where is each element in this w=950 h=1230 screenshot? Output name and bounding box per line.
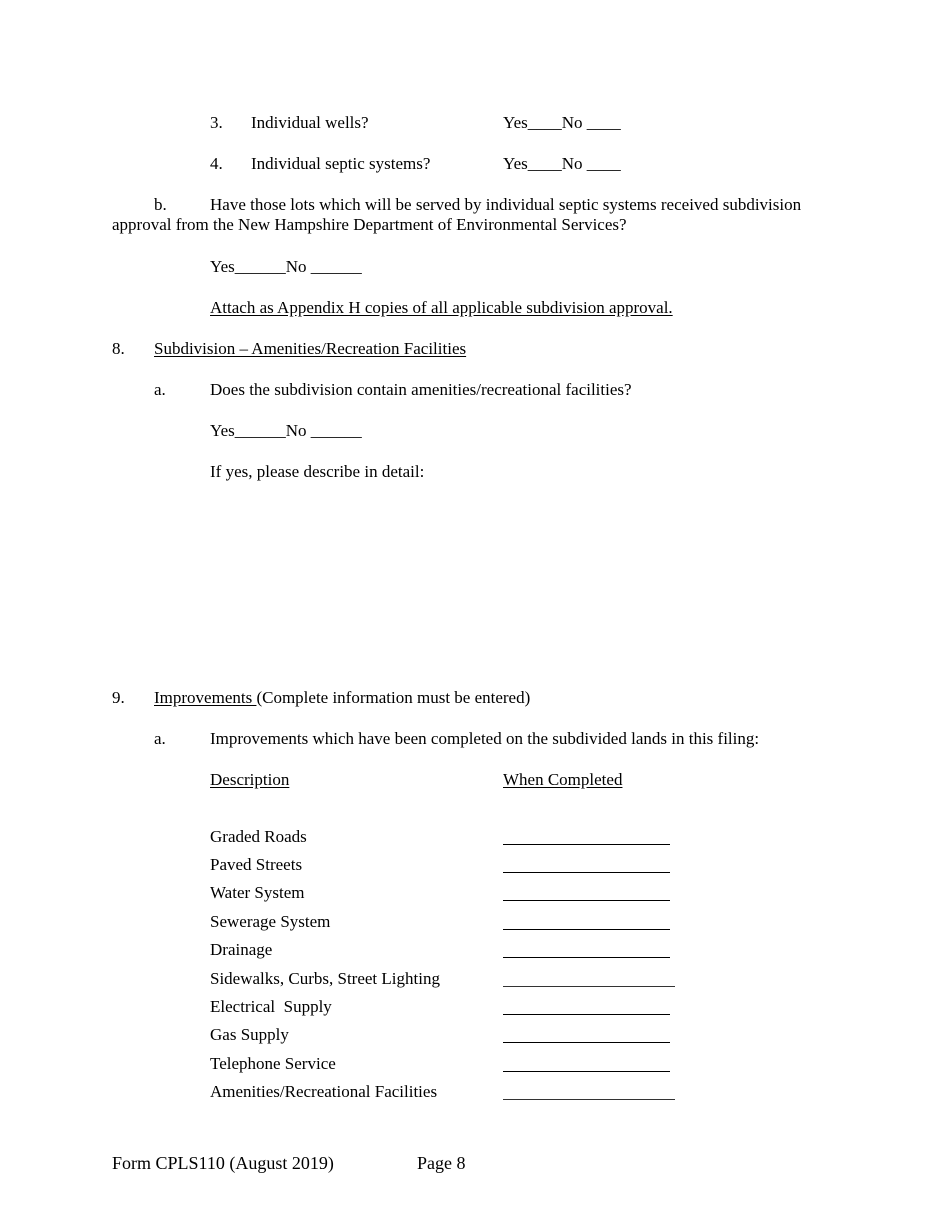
q9a-text: Improvements which have been completed on the subdivided lands in this filing:: [210, 729, 760, 748]
yes-blank[interactable]: ____: [527, 113, 562, 132]
yes-blank[interactable]: ______: [234, 257, 286, 276]
q9-heading: [154, 689, 530, 706]
when-completed-blank[interactable]: [503, 844, 670, 845]
improvement-row-label: Amenities/Recreational Facilities: [210, 1082, 438, 1101]
yes-blank[interactable]: ____: [527, 154, 562, 173]
no-blank[interactable]: ______: [310, 421, 362, 440]
yes-label: Yes: [210, 421, 235, 440]
when-completed-blank[interactable]: [503, 1042, 670, 1043]
q9-title: Improvements: [154, 688, 257, 707]
yes-label: Yes: [503, 154, 528, 173]
q8a-letter: a.: [154, 380, 166, 399]
description-column-header: Description: [210, 770, 290, 789]
page-number: Page 8: [417, 1153, 466, 1173]
when-completed-blank[interactable]: [503, 1099, 675, 1100]
no-label: No: [285, 257, 307, 276]
no-label: No: [561, 113, 583, 132]
describe-prompt: If yes, please describe in detail:: [210, 462, 425, 481]
improvement-row-label: Sidewalks, Curbs, Street Lighting: [210, 969, 440, 988]
q8-title: Subdivision – Amenities/Recreation Facilities: [154, 339, 467, 358]
when-completed-blank[interactable]: [503, 1014, 670, 1015]
item-3-answer[interactable]: [503, 114, 621, 131]
q9a-letter: a.: [154, 729, 166, 748]
item-3-question: Individual wells?: [251, 113, 369, 132]
improvement-row-label: Gas Supply: [210, 1025, 289, 1044]
no-label: No: [561, 154, 583, 173]
when-completed-blank[interactable]: [503, 957, 670, 958]
improvement-row-label: Water System: [210, 883, 305, 902]
improvement-row-label: Drainage: [210, 940, 273, 959]
item-3-number: 3.: [210, 113, 223, 132]
q7b-letter: b.: [154, 195, 167, 214]
q8a-question: Does the subdivision contain amenities/recreational facilities?: [210, 380, 632, 399]
when-completed-blank[interactable]: [503, 929, 670, 930]
appendix-h-instruction: Attach as Appendix H copies of all applicable subdivision approval.: [210, 298, 673, 317]
no-blank[interactable]: ____: [586, 113, 621, 132]
yes-label: Yes: [503, 113, 528, 132]
no-blank[interactable]: ______: [310, 257, 362, 276]
improvement-row-label: Paved Streets: [210, 855, 303, 874]
improvement-row-label: Electrical Supply: [210, 997, 332, 1016]
improvement-row-label: Sewerage System: [210, 912, 331, 931]
q8a-answer[interactable]: [210, 422, 362, 439]
when-completed-blank[interactable]: [503, 872, 670, 873]
q9-number: 9.: [112, 688, 125, 707]
yes-blank[interactable]: ______: [234, 421, 286, 440]
q7b-text-line2: approval from the New Hampshire Department of Environmental Services?: [112, 215, 627, 234]
when-completed-column-header: When Completed: [503, 770, 623, 789]
item-4-question: Individual septic systems?: [251, 154, 431, 173]
when-completed-blank[interactable]: [503, 900, 670, 901]
yes-label: Yes: [210, 257, 235, 276]
q8-number: 8.: [112, 339, 125, 358]
item-4-answer[interactable]: [503, 155, 621, 172]
improvement-row-label: Telephone Service: [210, 1054, 336, 1073]
when-completed-blank[interactable]: [503, 986, 675, 987]
when-completed-blank[interactable]: [503, 1071, 670, 1072]
no-blank[interactable]: ____: [586, 154, 621, 173]
improvement-row-label: Graded Roads: [210, 827, 307, 846]
item-4-number: 4.: [210, 154, 223, 173]
q7b-text-line1: Have those lots which will be served by individual septic systems received subdivision: [210, 195, 802, 214]
q7b-answer[interactable]: [210, 258, 362, 275]
q9-note: (Complete information must be entered): [256, 688, 531, 707]
form-identifier: Form CPLS110 (August 2019): [112, 1153, 334, 1173]
no-label: No: [285, 421, 307, 440]
